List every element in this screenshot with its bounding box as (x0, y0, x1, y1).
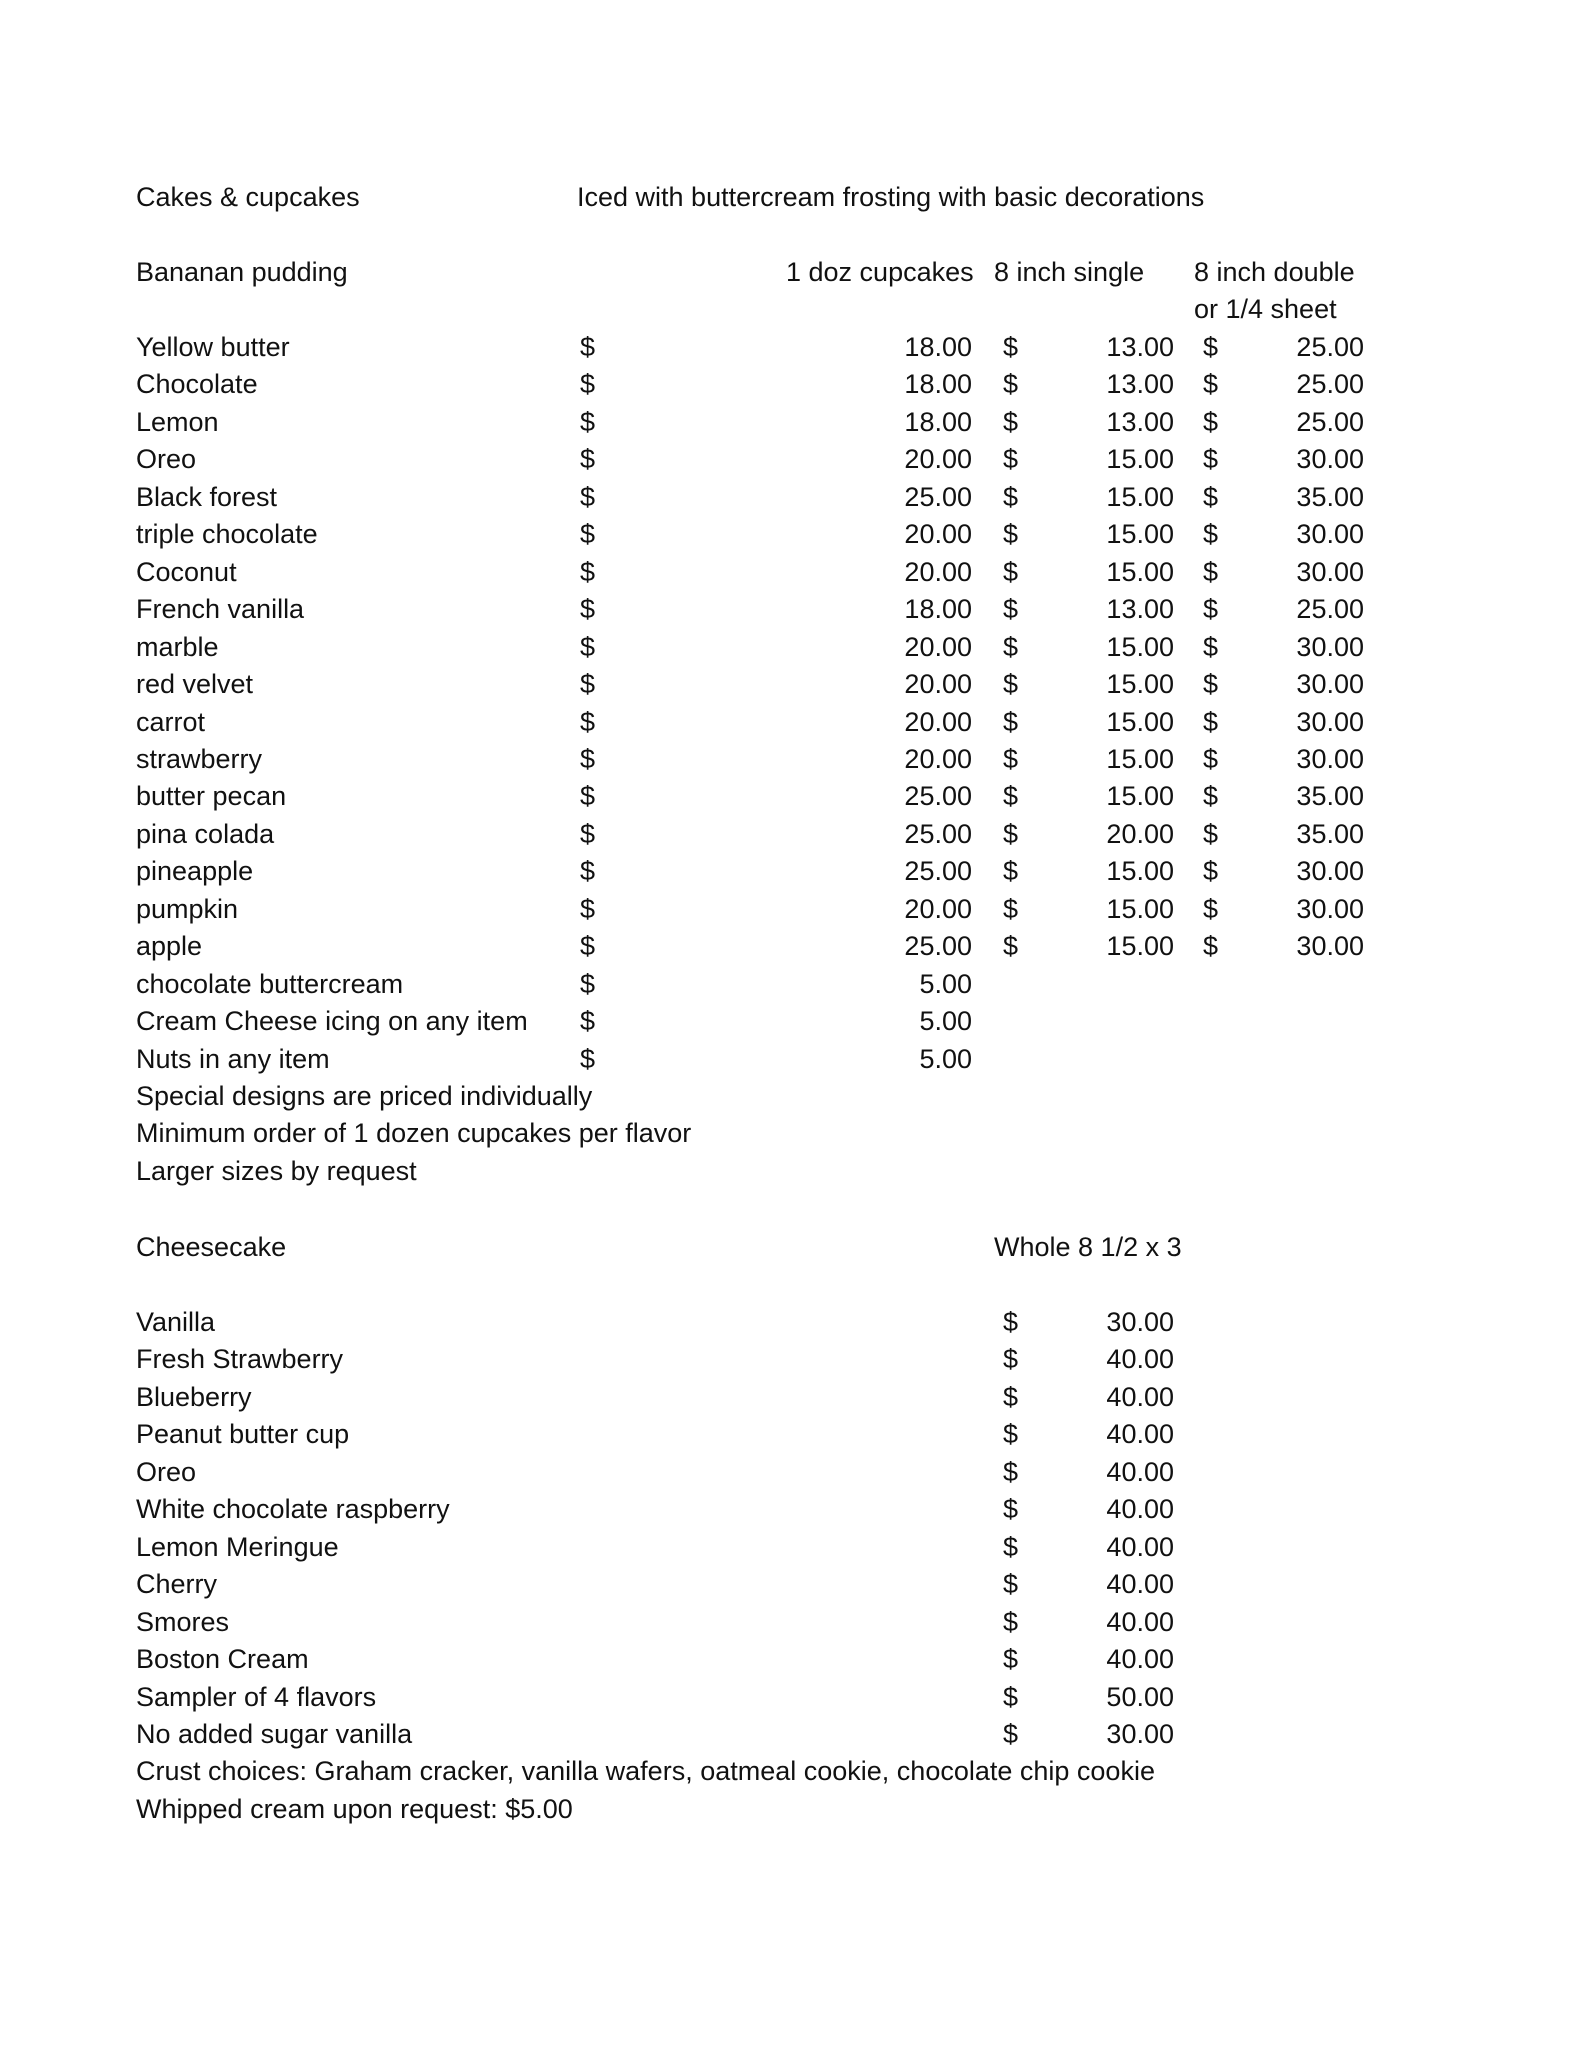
note-row (0, 1114, 1582, 1152)
price-8-inch-single: 15.00 (1106, 444, 1174, 475)
dollar-sign: $ (580, 369, 596, 400)
dollar-sign: $ (1003, 818, 1019, 849)
dollar-sign: $ (580, 594, 596, 625)
price-8-inch-double: 30.00 (1296, 743, 1364, 774)
cheesecake-flavor-name: Fresh Strawberry (136, 1344, 344, 1375)
flavor-name: Oreo (136, 444, 197, 475)
flavor-name: carrot (136, 706, 206, 737)
price-whole-cheesecake: 40.00 (1106, 1456, 1174, 1487)
table-row (0, 815, 1582, 853)
price-8-inch-single: 15.00 (1106, 781, 1174, 812)
dollar-sign: $ (580, 706, 596, 737)
cheesecake-flavor-name: Lemon Meringue (136, 1531, 339, 1562)
price-8-inch-single: 13.00 (1106, 406, 1174, 437)
note-text: Minimum order of 1 dozen cupcakes per flavor (136, 1118, 692, 1149)
note-text: Crust choices: Graham cracker, vanilla wafers, oatmeal cookie, chocolate chip cookie (136, 1756, 1155, 1787)
dollar-sign: $ (1203, 931, 1219, 962)
price-8-inch-single: 15.00 (1106, 519, 1174, 550)
dollar-sign: $ (1203, 893, 1219, 924)
table-row (0, 590, 1582, 628)
addon-row (0, 965, 1582, 1003)
price-8-inch-double: 35.00 (1296, 481, 1364, 512)
flavor-name: Black forest (136, 481, 278, 512)
cheesecake-flavor-name: Vanilla (136, 1307, 216, 1337)
cheesecake-header-row (0, 1228, 1582, 1266)
table-row (0, 703, 1582, 741)
dollar-sign: $ (580, 332, 596, 362)
price-doz-cupcakes: 20.00 (904, 893, 972, 924)
flavor-name: butter pecan (136, 781, 287, 812)
price-doz-cupcakes: 20.00 (904, 519, 972, 550)
dollar-sign: $ (1003, 406, 1019, 437)
dollar-sign: $ (580, 669, 596, 700)
price-8-inch-double: 30.00 (1296, 856, 1364, 887)
table-row (0, 1565, 1582, 1603)
dollar-sign: $ (1003, 519, 1019, 550)
price-8-inch-single: 15.00 (1106, 669, 1174, 700)
dollar-sign: $ (1003, 444, 1019, 475)
dollar-sign: $ (1203, 406, 1219, 437)
table-row (0, 1528, 1582, 1566)
dollar-sign: $ (1003, 781, 1019, 812)
price-doz-cupcakes: 18.00 (904, 332, 972, 362)
column-header-doz: 1 doz cupcakes (786, 257, 974, 287)
flavor-name: Lemon (136, 406, 219, 437)
price-8-inch-double: 30.00 (1296, 931, 1364, 962)
table-row (0, 403, 1582, 441)
dollar-sign: $ (1003, 481, 1019, 512)
dollar-sign: $ (1203, 519, 1219, 550)
dollar-sign: $ (1203, 332, 1219, 362)
flavor-name: red velvet (136, 669, 254, 700)
cheesecake-flavor-name: Sampler of 4 flavors (136, 1681, 377, 1712)
dollar-sign: $ (1203, 369, 1219, 400)
flavor-name: pumpkin (136, 893, 239, 924)
addon-name: Nuts in any item (136, 1043, 330, 1074)
cakes-header-row (0, 253, 1582, 291)
dollar-sign: $ (580, 631, 596, 662)
cakes-header-row-2 (0, 290, 1582, 328)
dollar-sign: $ (1203, 856, 1219, 887)
dollar-sign: $ (1003, 1419, 1019, 1450)
price-doz-cupcakes: 25.00 (904, 931, 972, 962)
table-row (0, 1378, 1582, 1416)
dollar-sign: $ (580, 406, 596, 437)
cheesecake-flavor-name: Smores (136, 1606, 230, 1637)
price-8-inch-double: 30.00 (1296, 519, 1364, 550)
price-8-inch-double: 30.00 (1296, 669, 1364, 700)
price-8-inch-single: 15.00 (1106, 931, 1174, 962)
table-row (0, 1303, 1582, 1341)
note-row (0, 1077, 1582, 1115)
addon-price: 5.00 (919, 1043, 972, 1074)
price-doz-cupcakes: 25.00 (904, 481, 972, 512)
table-row (0, 1490, 1582, 1528)
dollar-sign: $ (1003, 1344, 1019, 1375)
cakes-subtitle: Iced with buttercream frosting with basic decorations (577, 182, 1205, 212)
cheesecake-flavor-name: Cherry (136, 1569, 218, 1600)
dollar-sign: $ (1003, 631, 1019, 662)
dollar-sign: $ (1203, 781, 1219, 812)
dollar-sign: $ (1003, 1531, 1019, 1562)
dollar-sign: $ (1003, 1606, 1019, 1637)
dollar-sign: $ (580, 556, 596, 587)
dollar-sign: $ (1003, 1681, 1019, 1712)
dollar-sign: $ (1003, 1307, 1019, 1337)
cheesecake-flavor-name: White chocolate raspberry (136, 1494, 450, 1525)
dollar-sign: $ (1003, 893, 1019, 924)
price-8-inch-double: 25.00 (1296, 369, 1364, 400)
flavor-name: triple chocolate (136, 519, 318, 550)
cheesecake-flavor-name: Peanut butter cup (136, 1419, 350, 1450)
price-8-inch-double: 30.00 (1296, 556, 1364, 587)
dollar-sign: $ (580, 856, 596, 887)
dollar-sign: $ (1203, 481, 1219, 512)
addon-name: Cream Cheese icing on any item (136, 1006, 528, 1037)
dollar-sign: $ (1003, 1381, 1019, 1412)
table-row (0, 515, 1582, 553)
price-whole-cheesecake: 40.00 (1106, 1419, 1174, 1450)
price-8-inch-single: 13.00 (1106, 369, 1174, 400)
note-row (0, 1152, 1582, 1190)
table-row (0, 478, 1582, 516)
price-whole-cheesecake: 40.00 (1106, 1606, 1174, 1637)
price-8-inch-double: 25.00 (1296, 594, 1364, 625)
dollar-sign: $ (1003, 332, 1019, 362)
dollar-sign: $ (1003, 1456, 1019, 1487)
table-row (0, 927, 1582, 965)
dollar-sign: $ (580, 818, 596, 849)
flavor-name: Chocolate (136, 369, 258, 400)
dollar-sign: $ (1003, 931, 1019, 962)
price-whole-cheesecake: 40.00 (1106, 1381, 1174, 1412)
table-row (0, 365, 1582, 403)
dollar-sign: $ (580, 893, 596, 924)
table-row (0, 1415, 1582, 1453)
flavor-name: pina colada (136, 818, 275, 849)
flavor-name: French vanilla (136, 594, 305, 625)
price-8-inch-single: 15.00 (1106, 706, 1174, 737)
column-header-double: 8 inch double (1194, 257, 1355, 287)
price-8-inch-single: 20.00 (1106, 818, 1174, 849)
price-doz-cupcakes: 18.00 (904, 594, 972, 625)
note-text: Larger sizes by request (136, 1155, 417, 1186)
note-row (0, 1752, 1582, 1790)
dollar-sign: $ (580, 519, 596, 550)
price-doz-cupcakes: 25.00 (904, 818, 972, 849)
addon-name: chocolate buttercream (136, 968, 404, 999)
cheesecake-flavor-name: Blueberry (136, 1381, 252, 1412)
column-header-whole: Whole 8 1/2 x 3 (994, 1232, 1182, 1262)
table-row (0, 740, 1582, 778)
cheesecake-flavor-name: Oreo (136, 1456, 197, 1487)
addon-price: 5.00 (919, 968, 972, 999)
price-doz-cupcakes: 20.00 (904, 631, 972, 662)
table-row (0, 1640, 1582, 1678)
price-whole-cheesecake: 40.00 (1106, 1644, 1174, 1675)
price-8-inch-double: 30.00 (1296, 631, 1364, 662)
price-whole-cheesecake: 40.00 (1106, 1344, 1174, 1375)
dollar-sign: $ (1003, 669, 1019, 700)
price-8-inch-double: 35.00 (1296, 818, 1364, 849)
price-whole-cheesecake: 40.00 (1106, 1531, 1174, 1562)
note-row (0, 1790, 1582, 1828)
dollar-sign: $ (1003, 1718, 1019, 1749)
cheesecake-flavor-name: No added sugar vanilla (136, 1718, 413, 1749)
dollar-sign: $ (580, 931, 596, 962)
dollar-sign: $ (1203, 743, 1219, 774)
price-8-inch-double: 30.00 (1296, 444, 1364, 475)
table-row (0, 777, 1582, 815)
table-row (0, 1678, 1582, 1716)
flavor-name: Yellow butter (136, 332, 290, 362)
table-row (0, 890, 1582, 928)
note-text: Whipped cream upon request: $5.00 (136, 1793, 573, 1824)
dollar-sign: $ (1003, 1569, 1019, 1600)
dollar-sign: $ (1203, 818, 1219, 849)
price-doz-cupcakes: 20.00 (904, 444, 972, 475)
flavor-name: marble (136, 631, 219, 662)
price-whole-cheesecake: 50.00 (1106, 1681, 1174, 1712)
price-doz-cupcakes: 20.00 (904, 743, 972, 774)
cheesecake-flavor-name: Boston Cream (136, 1644, 309, 1675)
column-header-double-line2: or 1/4 sheet (1194, 294, 1337, 324)
dollar-sign: $ (1003, 743, 1019, 774)
price-8-inch-single: 15.00 (1106, 856, 1174, 887)
price-whole-cheesecake: 40.00 (1106, 1569, 1174, 1600)
price-doz-cupcakes: 18.00 (904, 406, 972, 437)
price-whole-cheesecake: 30.00 (1106, 1307, 1174, 1337)
table-row (0, 1340, 1582, 1378)
column-header-single: 8 inch single (994, 257, 1145, 287)
price-doz-cupcakes: 20.00 (904, 556, 972, 587)
dollar-sign: $ (1003, 1644, 1019, 1675)
price-doz-cupcakes: 18.00 (904, 369, 972, 400)
addon-price: 5.00 (919, 1006, 972, 1037)
price-doz-cupcakes: 25.00 (904, 781, 972, 812)
note-text: Special designs are priced individually (136, 1081, 593, 1111)
dollar-sign: $ (580, 1006, 596, 1037)
price-8-inch-single: 13.00 (1106, 594, 1174, 625)
flavor-name: apple (136, 931, 203, 962)
price-doz-cupcakes: 25.00 (904, 856, 972, 887)
price-whole-cheesecake: 30.00 (1106, 1718, 1174, 1749)
price-8-inch-single: 15.00 (1106, 556, 1174, 587)
price-8-inch-double: 35.00 (1296, 781, 1364, 812)
dollar-sign: $ (1203, 444, 1219, 475)
table-row (0, 1603, 1582, 1641)
dollar-sign: $ (1003, 856, 1019, 887)
table-row (0, 328, 1582, 366)
dollar-sign: $ (1003, 706, 1019, 737)
addon-row (0, 1040, 1582, 1078)
table-row (0, 628, 1582, 666)
price-8-inch-single: 15.00 (1106, 743, 1174, 774)
cakes-title-row (0, 178, 1582, 216)
table-row (0, 1715, 1582, 1753)
table-row (0, 440, 1582, 478)
dollar-sign: $ (580, 968, 596, 999)
addon-row (0, 1002, 1582, 1040)
table-row (0, 553, 1582, 591)
price-8-inch-double: 30.00 (1296, 706, 1364, 737)
price-8-inch-single: 15.00 (1106, 481, 1174, 512)
section-label: Bananan pudding (136, 257, 348, 287)
table-row (0, 1453, 1582, 1491)
dollar-sign: $ (580, 481, 596, 512)
dollar-sign: $ (1203, 669, 1219, 700)
dollar-sign: $ (1203, 631, 1219, 662)
dollar-sign: $ (1203, 594, 1219, 625)
price-doz-cupcakes: 20.00 (904, 669, 972, 700)
dollar-sign: $ (580, 781, 596, 812)
dollar-sign: $ (1003, 556, 1019, 587)
dollar-sign: $ (1203, 556, 1219, 587)
dollar-sign: $ (1003, 594, 1019, 625)
flavor-name: Coconut (136, 556, 237, 587)
dollar-sign: $ (1003, 1494, 1019, 1525)
dollar-sign: $ (580, 444, 596, 475)
price-8-inch-double: 25.00 (1296, 332, 1364, 362)
price-doz-cupcakes: 20.00 (904, 706, 972, 737)
dollar-sign: $ (1003, 369, 1019, 400)
price-8-inch-double: 25.00 (1296, 406, 1364, 437)
price-8-inch-single: 15.00 (1106, 631, 1174, 662)
table-row (0, 852, 1582, 890)
cheesecake-title: Cheesecake (136, 1232, 287, 1262)
dollar-sign: $ (580, 1043, 596, 1074)
price-8-inch-single: 15.00 (1106, 893, 1174, 924)
flavor-name: pineapple (136, 856, 254, 887)
dollar-sign: $ (1203, 706, 1219, 737)
flavor-name: strawberry (136, 743, 263, 774)
table-row (0, 665, 1582, 703)
dollar-sign: $ (580, 743, 596, 774)
price-8-inch-single: 13.00 (1106, 332, 1174, 362)
price-whole-cheesecake: 40.00 (1106, 1494, 1174, 1525)
price-8-inch-double: 30.00 (1296, 893, 1364, 924)
cakes-title: Cakes & cupcakes (136, 182, 360, 212)
